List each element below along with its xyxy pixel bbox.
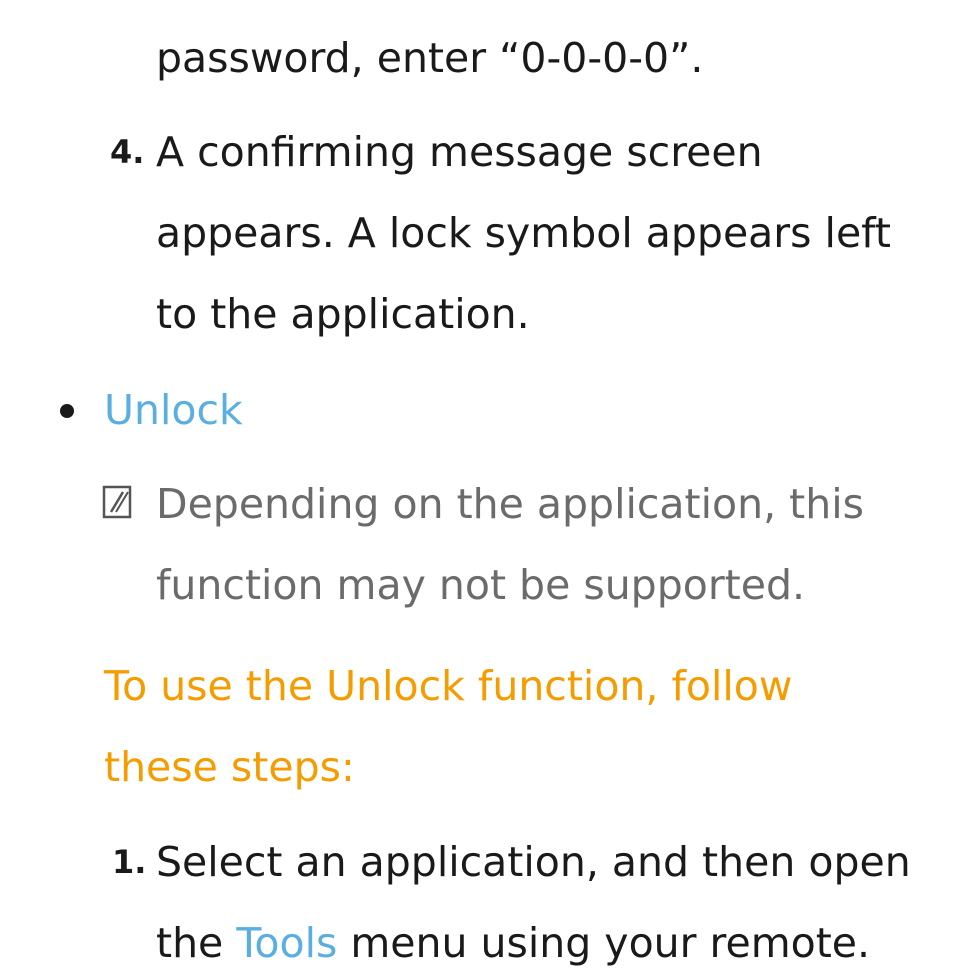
note-icon	[102, 485, 132, 519]
step-1-line-2-after: menu using your remote.	[337, 919, 871, 967]
step-1-line-2	[156, 919, 870, 967]
instructions-line-2: these steps:	[104, 743, 355, 791]
step-1-line-1: Select an application, and then open	[156, 838, 911, 886]
step-4-line-2: appears. A lock symbol appears left	[156, 209, 891, 257]
step-4-number: 4.	[110, 133, 145, 171]
step-1-number: 1.	[112, 843, 147, 881]
note-line-1: Depending on the application, this	[156, 480, 864, 528]
step-3-continuation: password, enter “0-0-0-0”.	[156, 34, 704, 82]
instructions-line-1: To use the Unlock function, follow	[104, 662, 793, 710]
step-4-line-3: to the application.	[156, 290, 530, 338]
step-1-line-2-before: the	[156, 919, 237, 967]
note-line-2: function may not be supported.	[156, 561, 806, 609]
step-4-line-1: A confirming message screen	[156, 128, 763, 176]
bullet-icon	[60, 404, 74, 418]
unlock-heading: Unlock	[104, 386, 243, 434]
tools-link[interactable]: Tools	[236, 919, 338, 967]
